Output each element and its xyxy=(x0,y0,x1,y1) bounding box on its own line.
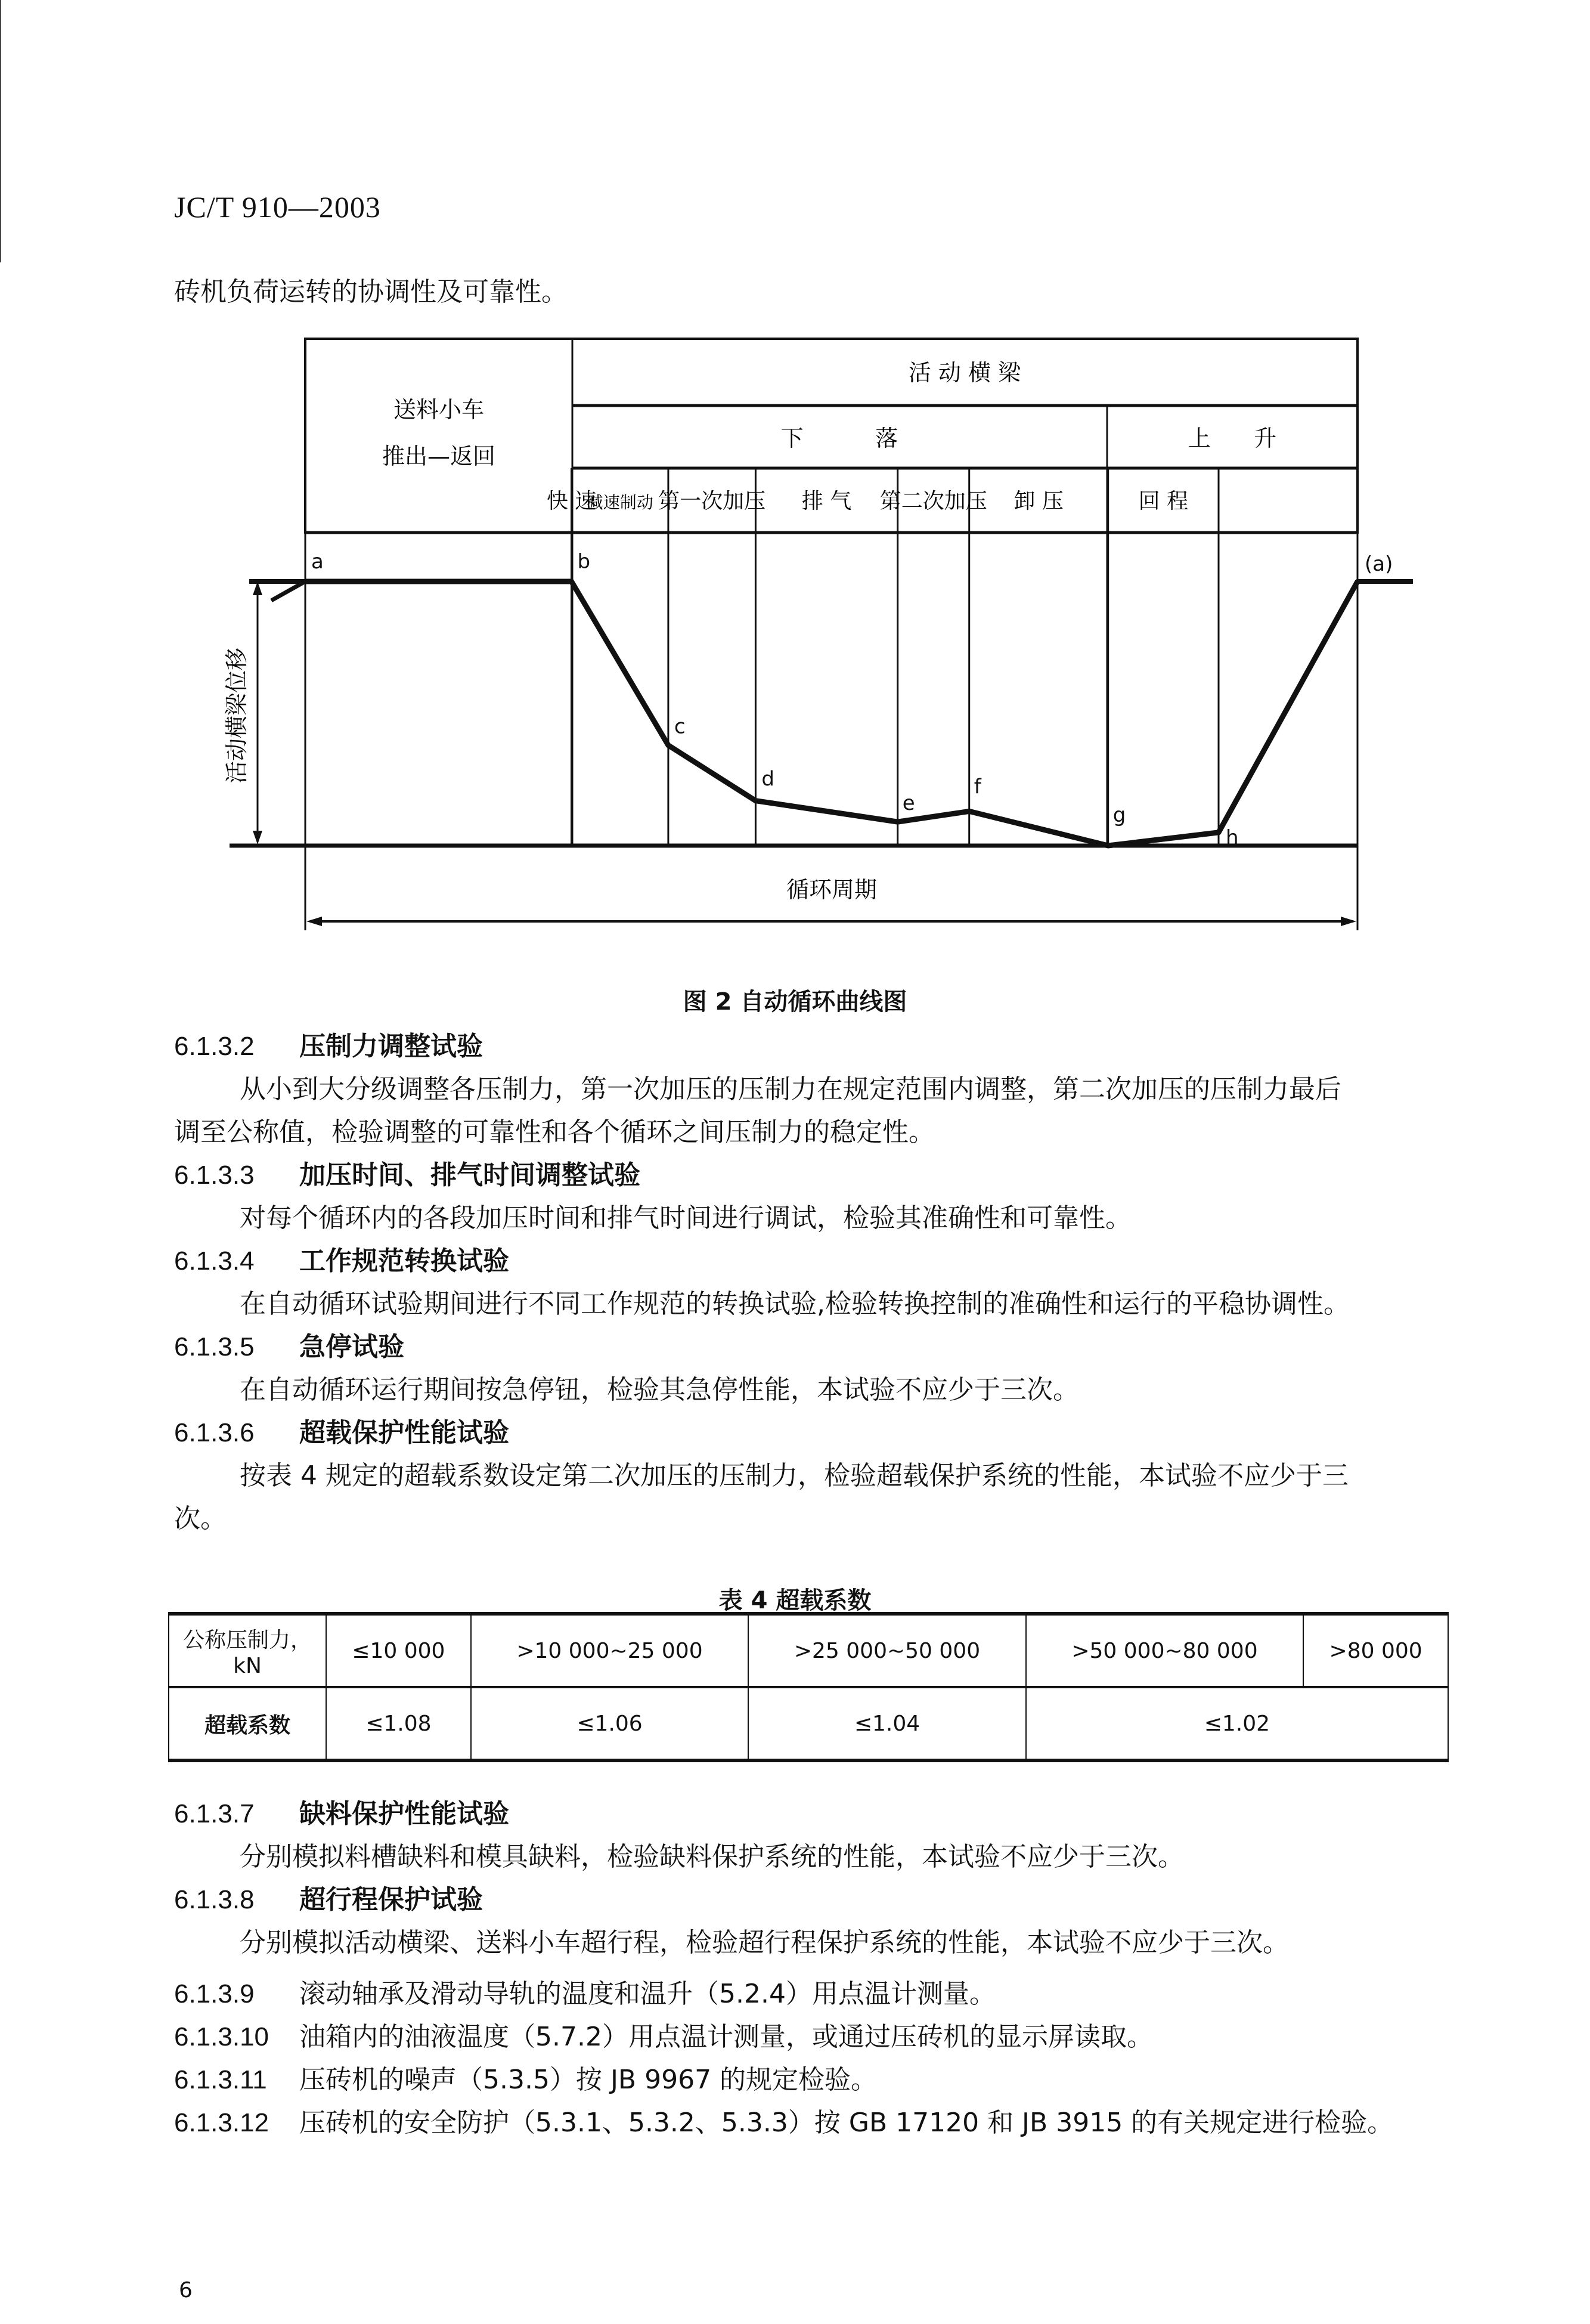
curve-point-label: h xyxy=(1226,825,1239,850)
section-line xyxy=(174,2110,1393,2153)
section-body-line: 分别模拟料槽缺料和模具缺料，检验缺料保护系统的性能，本试验不应少于三次。 xyxy=(240,1842,1184,1872)
section-text: 油箱内的油液温度（5.7.2）用点温计测量，或通过压砖机的显示屏读取。 xyxy=(299,2022,1153,2052)
section-title: 急停试验 xyxy=(299,1332,404,1362)
intro-line: 砖机负荷运转的协调性及可靠性。 xyxy=(174,277,568,307)
section-heading xyxy=(174,1801,1289,1844)
section-body-line: 在自动循环试验期间进行不同工作规范的转换试验,检验转换控制的准确性和运行的平稳协调性。 xyxy=(240,1289,1350,1319)
feeder-label-2: 推出—返回 xyxy=(382,443,496,469)
curve-point xyxy=(303,579,308,584)
table-row-header: 公称压制力，kN xyxy=(169,1614,326,1687)
table-cell: >50 000~80 000 xyxy=(1026,1614,1304,1687)
curve-point-label: a xyxy=(311,550,324,574)
section-title: 缺料保护性能试验 xyxy=(299,1799,509,1829)
section-number: 6.1.3.11 xyxy=(174,2065,267,2094)
phase-label: 卸 压 xyxy=(1013,489,1064,513)
section-number: 6.1.3.7 xyxy=(174,1799,255,1828)
section-number: 6.1.3.12 xyxy=(174,2108,269,2137)
section-body-line: 次。 xyxy=(174,1503,227,1534)
section-body-line: 对每个循环内的各段加压时间和排气时间进行调试，检验其准确性和可靠性。 xyxy=(240,1203,1132,1233)
table-row-header: 超载系数 xyxy=(169,1687,326,1760)
curve-point xyxy=(967,809,972,813)
section-number: 6.1.3.2 xyxy=(174,1032,255,1061)
curve-point xyxy=(753,799,758,803)
table-cell: >80 000 xyxy=(1303,1614,1448,1687)
curve-point-label: c xyxy=(674,714,686,739)
standard-id: JC/T 910—2003 xyxy=(174,190,381,224)
section-body-line: 从小到大分级调整各压制力，第一次加压的压制力在规定范围内调整，第二次加压的压制力最后 xyxy=(240,1074,1341,1104)
curve-point-label: d xyxy=(761,767,775,791)
section-title: 工作规范转换试验 xyxy=(299,1246,509,1276)
section-title: 超行程保护试验 xyxy=(299,1884,483,1915)
table-row xyxy=(169,1687,1448,1760)
section-line xyxy=(174,1981,1393,2024)
displacement-curve xyxy=(305,581,1357,846)
section-body-line: 在自动循环运行期间按急停钮，检验其急停性能，本试验不应少于三次。 xyxy=(240,1375,1079,1405)
down-group-label: 下 落 xyxy=(780,425,898,451)
curve-point-label: (a) xyxy=(1365,552,1393,576)
section-title: 加压时间、排气时间调整试验 xyxy=(299,1160,640,1190)
sections2-block xyxy=(174,1801,1289,1973)
section-number: 6.1.3.8 xyxy=(174,1885,255,1914)
phase-label: 排 气 xyxy=(801,489,852,513)
section-heading xyxy=(174,1334,1350,1377)
table-cell: >25 000~50 000 xyxy=(748,1614,1026,1687)
curve-point xyxy=(895,819,900,824)
section-number: 6.1.3.5 xyxy=(174,1332,255,1361)
section-title: 超载保护性能试验 xyxy=(299,1418,509,1448)
curve-point-label: b xyxy=(577,550,591,574)
phase-label: 第一次加压 xyxy=(658,489,766,513)
curve-point-label: f xyxy=(974,775,981,799)
feeder-label-1: 送料小车 xyxy=(393,397,485,423)
table-cell: >10 000~25 000 xyxy=(471,1614,749,1687)
phase-label: 减速制动 xyxy=(586,493,653,512)
table-cell: ≤1.08 xyxy=(326,1687,471,1760)
x-axis-label: 循环周期 xyxy=(786,877,878,903)
section-number: 6.1.3.10 xyxy=(174,2022,269,2051)
auto-cycle-figure xyxy=(0,0,1590,1014)
section-text: 压砖机的安全防护（5.3.1、5.3.2、5.3.3）按 GB 17120 和 JB 3915 的有关规定进行检验。 xyxy=(299,2108,1394,2138)
table-cell: ≤10 000 xyxy=(326,1614,471,1687)
figure-caption: 图 2 自动循环曲线图 xyxy=(683,988,907,1016)
curve-point xyxy=(1355,579,1360,584)
section-body-line: 调至公称值，检验调整的可靠性和各个循环之间压制力的稳定性。 xyxy=(174,1117,935,1147)
section-heading xyxy=(174,1033,1350,1076)
arrow-up-icon xyxy=(253,581,262,595)
y-axis-label: 活动横梁位移 xyxy=(224,647,250,784)
section-body-line: 分别模拟活动横梁、送料小车超行程，检验超行程保护系统的性能，本试验不应少于三次。 xyxy=(240,1927,1289,1958)
section-heading xyxy=(174,1884,1289,1930)
arrow-down-icon xyxy=(253,831,262,844)
scan-margin-line xyxy=(0,0,1,262)
beam-label: 活 动 横 梁 xyxy=(908,360,1021,386)
curve-point xyxy=(1216,830,1221,835)
table-row xyxy=(169,1614,1448,1687)
table-cell: ≤1.02 xyxy=(1026,1687,1448,1760)
table-cell: ≤1.06 xyxy=(471,1687,749,1760)
section-line xyxy=(174,2067,1393,2110)
section-heading xyxy=(174,1248,1350,1291)
table-caption: 表 4 超载系数 xyxy=(718,1587,872,1614)
sections-block xyxy=(174,1033,1350,1549)
section-text: 压砖机的噪声（5.3.5）按 JB 9967 的规定检验。 xyxy=(299,2065,878,2095)
table-cell: ≤1.04 xyxy=(748,1687,1026,1760)
section-number: 6.1.3.6 xyxy=(174,1418,255,1447)
arrow-right-icon xyxy=(1341,917,1356,926)
up-group-label: 上 升 xyxy=(1188,425,1277,451)
page-number: 6 xyxy=(179,2278,193,2303)
curve-point xyxy=(1106,843,1111,848)
section-body-line: 按表 4 规定的超载系数设定第二次加压的压制力，检验超载保护系统的性能，本试验不应少于三 xyxy=(240,1460,1349,1491)
overload-table xyxy=(168,1612,1449,1762)
section-number: 6.1.3.9 xyxy=(174,1979,255,2009)
section-title: 压制力调整试验 xyxy=(299,1031,483,1062)
curve-point xyxy=(569,579,574,584)
section-heading xyxy=(174,1420,1350,1463)
section-number: 6.1.3.4 xyxy=(174,1246,255,1276)
phase-label: 快 速 xyxy=(546,489,597,513)
curve-point xyxy=(666,743,671,748)
section-line xyxy=(174,2024,1393,2067)
arrow-left-icon xyxy=(306,917,322,926)
phase-label: 第二次加压 xyxy=(879,489,987,513)
section-number: 6.1.3.3 xyxy=(174,1161,255,1190)
section-heading xyxy=(174,1162,1350,1205)
phase-label: 回 程 xyxy=(1138,489,1189,513)
figure-header-box xyxy=(305,339,1357,533)
curve-point-label: e xyxy=(902,791,915,816)
curve-point-label: g xyxy=(1112,803,1126,827)
section-text: 滚动轴承及滑动导轨的温度和温升（5.2.4）用点温计测量。 xyxy=(299,1979,996,2009)
lines-block xyxy=(174,1981,1393,2153)
